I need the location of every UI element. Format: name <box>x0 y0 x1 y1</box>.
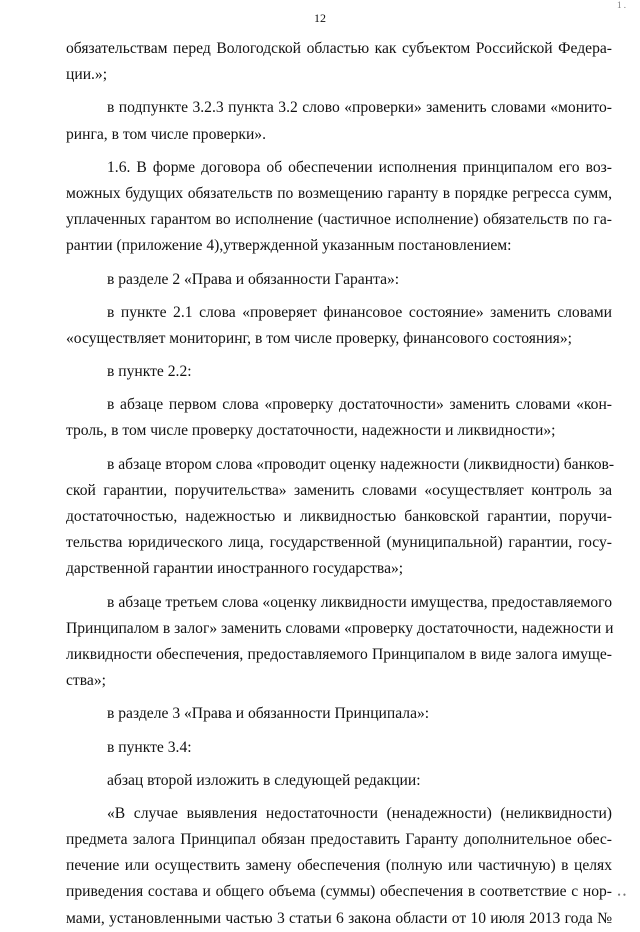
text-line: троль, в том числе проверку достаточности, надежности и ликвидности»; <box>66 422 556 440</box>
text-line: уплаченных гарантом во исполнение (частичное исполнение) обязательств по га- <box>66 211 612 229</box>
text-line: в пункте 3.4: <box>107 738 192 756</box>
text-line: в пункте 2.1 слова «проверяет финансовое состояние» заменить словами <box>107 303 612 321</box>
text-line: тельства юридического лица, государственной (муниципальной) гарантии, госу- <box>66 534 612 552</box>
text-line: дарственной гарантии иностранного государства»; <box>66 560 404 578</box>
text-line: 1.6. В форме договора об обеспечении исполнения принципалом его воз- <box>107 158 612 176</box>
text-line: Принципалом в залог» заменить словами «проверку достаточности, надежности и <box>66 619 614 637</box>
text-line: в абзаце втором слова «проводит оценку надежности (ликвидности) банков- <box>107 455 615 473</box>
text-line: ции.»; <box>66 66 108 84</box>
text-line: достаточностью, надежностью и ликвидностью банковской гарантии, поручи- <box>66 508 612 525</box>
text-line: обязательствам перед Вологодской областью как субъектом Российской Федера- <box>66 40 612 57</box>
text-line: в пункте 2.2: <box>107 363 192 381</box>
text-line: в разделе 3 «Права и обязанности Принципала»: <box>107 705 430 723</box>
text-line: «В случае выявления недостаточности (ненадежности) (неликвидности) <box>107 804 612 822</box>
text-line: приведения состава и общего объема (суммы) обеспечения в соответствие с нор- <box>66 883 612 901</box>
text-line: ской гарантии, поручительства» заменить словами «осуществляет контроль за <box>66 481 612 499</box>
text-line: ринга, в том числе проверки». <box>66 125 266 143</box>
text-line: в подпункте 3.2.3 пункта 3.2 слово «проверки» заменить словами «монито- <box>107 99 612 117</box>
text-line: абзац второй изложить в следующей редакции: <box>107 771 421 789</box>
text-line: рантии (приложение 4),утвержденной указанным постановлением: <box>66 237 512 255</box>
text-line: ства»; <box>66 672 106 690</box>
scan-mark-top: 1 . <box>617 0 626 10</box>
text-line: мами, установленными частью 3 статьи 6 закона области от 10 июля 2013 года № <box>66 909 612 927</box>
text-line: в абзаце первом слова «проверку достаточности» заменить словами «кон- <box>107 396 612 414</box>
text-line: в разделе 2 «Права и обязанности Гаранта»: <box>107 270 400 288</box>
text-line: «осуществляет мониторинг, в том числе проверку, финансового состояния»; <box>66 329 572 347</box>
text-line: печение или осуществить замену обеспечения (полную или частичную) в целях <box>66 857 612 875</box>
text-line: ликвидности обеспечения, предоставляемого Принципалом в виде залога имуще- <box>66 645 612 663</box>
text-line: предмета залога Принципал обязан предоставить Гаранту дополнительное обес- <box>66 831 612 849</box>
scan-mark-bottom: • • <box>617 890 626 900</box>
text-line: в абзаце третьем слова «оценку ликвидности имущества, предоставляемого <box>107 593 612 611</box>
document-body <box>66 36 615 932</box>
page-number: 12 <box>314 11 326 25</box>
text-line: можных будущих обязательств по возмещению гаранту в порядке регресса сумм, <box>66 184 612 202</box>
